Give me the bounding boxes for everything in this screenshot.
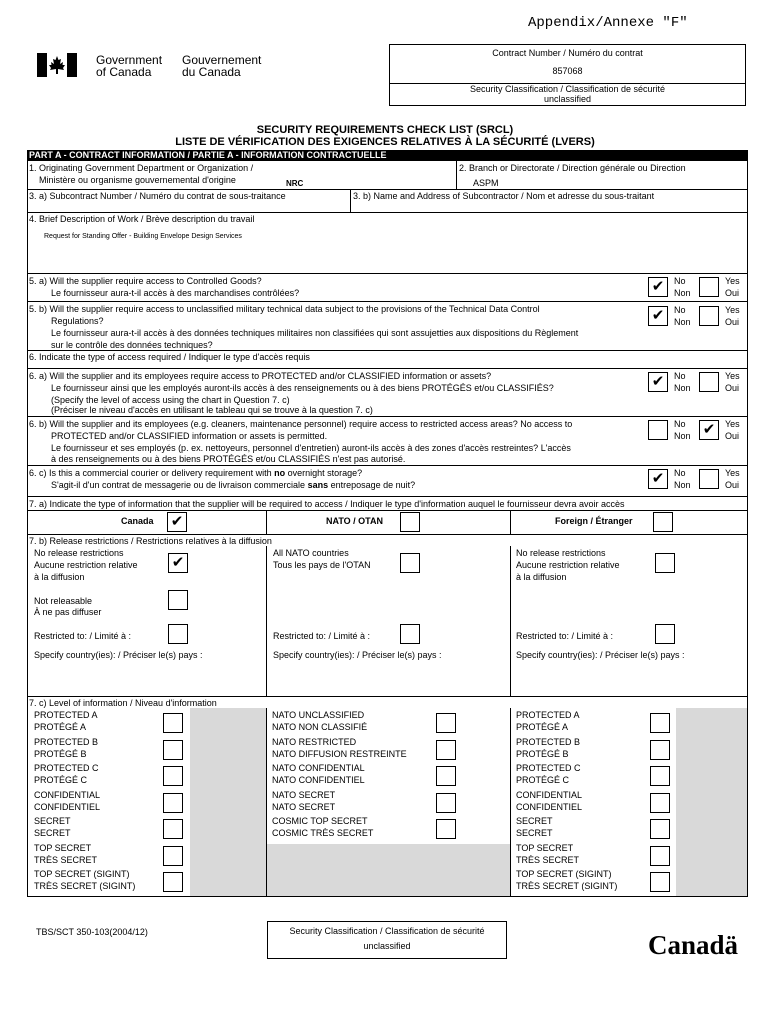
canada-level-checkbox[interactable] bbox=[163, 793, 183, 813]
canada-specify-label: Specify country(ies): / Préciser le(s) pays : bbox=[34, 650, 203, 660]
canada-level-label-fr: SECRET bbox=[34, 828, 71, 838]
q6-label: 6. Indicate the type of access required / Indiquer le type d'accès requis bbox=[29, 352, 310, 362]
canada-level-label-en: TOP SECRET bbox=[34, 842, 92, 853]
q7a-label: 7. a) Indicate the type of information that the supplier will be required to access / Indiquer le type d'information auquel le fournisseur devra avoir accès bbox=[29, 499, 625, 509]
canada-level-label-en: PROTECTED C bbox=[34, 763, 99, 773]
q6b-line4: à des renseignements ou à des biens PROTÉGÉS et/ou CLASSIFIÉS n'est pas autorisé. bbox=[51, 454, 406, 464]
foreign-no-release-1: No release restrictions bbox=[516, 548, 606, 558]
foreign-level-checkbox[interactable] bbox=[650, 793, 670, 813]
q6a-yes-checkbox[interactable] bbox=[699, 372, 719, 392]
nato-level-checkbox[interactable] bbox=[436, 819, 456, 839]
canada-shaded-area bbox=[190, 708, 266, 896]
canada-level-label-fr: PROTÉGÉ C bbox=[34, 775, 88, 785]
nato-restricted-label: Restricted to: / Limité à : bbox=[273, 631, 371, 641]
q6b-line2: PROTECTED and/or CLASSIFIED information or assets is permitted. bbox=[51, 431, 328, 441]
canada-level-label-fr: TRÈS SECRET (SIGINT) bbox=[34, 881, 136, 891]
foreign-level-label-fr: PROTÉGÉ B bbox=[516, 748, 569, 759]
foreign-shaded-area bbox=[676, 708, 747, 896]
q2-label: 2. Branch or Directorate / Direction générale ou Direction bbox=[459, 163, 686, 173]
canada-no-release-3: à la diffusion bbox=[34, 572, 85, 582]
form-number: TBS/SCT 350-103(2004/12) bbox=[36, 927, 148, 937]
canada-level-checkbox[interactable] bbox=[163, 846, 183, 866]
q6c-non-label: Non bbox=[674, 480, 691, 490]
foreign-level-label-fr: PROTÉGÉ C bbox=[516, 775, 570, 785]
canada-level-label-fr: TRÈS SECRET bbox=[34, 854, 98, 865]
nato-level-checkbox[interactable] bbox=[436, 766, 456, 786]
foreign-level-checkbox[interactable] bbox=[650, 872, 670, 892]
q7a-foreign-checkbox[interactable] bbox=[653, 512, 673, 532]
q6a-yes-label: Yes bbox=[725, 371, 740, 381]
q4-value[interactable]: Request for Standing Offer - Building Envelope Design Services bbox=[44, 233, 242, 240]
foreign-level-label-en: SECRET bbox=[516, 816, 553, 826]
nato-level-checkbox[interactable] bbox=[436, 713, 456, 733]
q5a-non-label: Non bbox=[674, 288, 691, 298]
q6a-line2: Le fournisseur ainsi que les employés auront-ils accès à des renseignements ou à des biens PROTÉGÉS et/ou CLASSIFIÉS? bbox=[51, 383, 554, 393]
foreign-level-label-en: TOP SECRET (SIGINT) bbox=[516, 869, 612, 879]
security-classification-label: Security Classification / Classification de sécurité bbox=[469, 84, 666, 94]
foreign-specify-label: Specify country(ies): / Préciser le(s) pays : bbox=[516, 650, 685, 660]
q5b-no-label: No bbox=[674, 305, 686, 315]
q7b-label: 7. b) Release restrictions / Restrictions relatives à la diffusion bbox=[29, 536, 272, 546]
q6a-oui-label: Oui bbox=[725, 383, 740, 393]
nato-specify-label: Specify country(ies): / Préciser le(s) pays : bbox=[273, 650, 442, 660]
q5b-yes-label: Yes bbox=[725, 305, 740, 315]
canada-not-releasable-checkbox[interactable] bbox=[168, 590, 188, 610]
nato-level-label-fr: NATO NON CLASSIFIÉ bbox=[272, 722, 368, 732]
canada-not-releasable-1: Not releasable bbox=[34, 596, 93, 606]
q6b-oui-label: Oui bbox=[725, 431, 740, 441]
q6c-line1: 6. c) Is this a commercial courier or delivery requirement with no overnight storage? bbox=[29, 468, 363, 478]
nato-all-countries-2: Tous les pays de l'OTAN bbox=[273, 560, 371, 570]
foreign-level-label-fr: SECRET bbox=[516, 828, 553, 838]
q7a-canada-label: Canada bbox=[121, 516, 154, 526]
q4-label: 4. Brief Description of Work / Brève description du travail bbox=[29, 214, 255, 224]
part-a-title: PART A - CONTRACT INFORMATION / PARTIE A - INFORMATION CONTRACTUELLE bbox=[29, 150, 387, 160]
nato-level-label-fr: NATO SECRET bbox=[272, 801, 336, 812]
canada-level-label-en: CONFIDENTIAL bbox=[34, 789, 101, 800]
nato-restricted-checkbox[interactable] bbox=[400, 624, 420, 644]
gov-fr-line2: du Canada bbox=[182, 65, 241, 79]
q6a-non-label: Non bbox=[674, 383, 691, 393]
q5a-line1: 5. a) Will the supplier require access to Controlled Goods? bbox=[29, 276, 262, 286]
foreign-level-label-en: PROTECTED B bbox=[516, 736, 581, 747]
gov-en-line2: of Canada bbox=[96, 65, 152, 79]
q6c-no-label: No bbox=[674, 468, 686, 478]
canada-level-checkbox[interactable] bbox=[163, 819, 183, 839]
nato-level-checkbox[interactable] bbox=[436, 793, 456, 813]
q5a-no-checkbox[interactable]: ✔ bbox=[648, 277, 668, 297]
q1-value[interactable]: NRC bbox=[286, 179, 304, 188]
contract-number-label: Contract Number / Numéro du contrat bbox=[492, 48, 643, 58]
q5b-line1: 5. b) Will the supplier require access to unclassified military technical data subject to the provisions of the Technical Data Control bbox=[29, 304, 540, 314]
q6b-no-label: No bbox=[674, 419, 686, 429]
nato-level-label-fr: COSMIC TRÈS SECRET bbox=[272, 828, 374, 838]
nato-level-label-en: COSMIC TOP SECRET bbox=[272, 816, 368, 826]
nato-shaded-area bbox=[266, 844, 510, 896]
foreign-level-label-fr: PROTÉGÉ A bbox=[516, 722, 569, 732]
q6b-non-label: Non bbox=[674, 431, 691, 441]
q6a-line4: (Préciser le niveau d'accès en utilisant le tableau qui se trouve à la question 7. c) bbox=[51, 405, 373, 415]
canada-level-checkbox[interactable] bbox=[163, 872, 183, 892]
foreign-level-label-fr: CONFIDENTIEL bbox=[516, 801, 583, 812]
canada-no-release-checkbox[interactable]: ✔ bbox=[168, 553, 188, 573]
foreign-level-label-en: TOP SECRET bbox=[516, 842, 574, 853]
canada-level-label-fr: CONFIDENTIEL bbox=[34, 801, 101, 812]
canada-level-label-en: TOP SECRET (SIGINT) bbox=[34, 869, 130, 879]
q1-label: 1. Originating Government Department or Organization / bbox=[29, 163, 254, 173]
appendix-label: Appendix/Annexe "F" bbox=[528, 15, 688, 31]
q6c-no-checkbox[interactable]: ✔ bbox=[648, 469, 668, 489]
canada-flag-icon bbox=[37, 53, 77, 77]
footer-security-label: Security Classification / Classification de sécurité bbox=[289, 926, 485, 936]
q6c-line2: S'agit-il d'un contrat de messagerie ou de livraison commerciale sans entreposage de nuit? bbox=[51, 480, 416, 490]
foreign-level-checkbox[interactable] bbox=[650, 713, 670, 733]
q5b-no-checkbox[interactable]: ✔ bbox=[648, 306, 668, 326]
q6c-yes-checkbox[interactable] bbox=[699, 469, 719, 489]
q5b-oui-label: Oui bbox=[725, 317, 740, 327]
foreign-no-release-checkbox[interactable] bbox=[655, 553, 675, 573]
canada-restricted-checkbox[interactable] bbox=[168, 624, 188, 644]
form-title-fr: LISTE DE VÉRIFICATION DES EXIGENCES RELATIVES À LA SÉCURITÉ (LVERS) bbox=[175, 136, 595, 148]
foreign-level-checkbox[interactable] bbox=[650, 740, 670, 760]
canada-level-label-fr: PROTÉGÉ A bbox=[34, 722, 87, 732]
q5a-no-label: No bbox=[674, 276, 686, 286]
foreign-level-checkbox[interactable] bbox=[650, 819, 670, 839]
foreign-no-release-2: Aucune restriction relative bbox=[516, 560, 620, 570]
canada-level-checkbox[interactable] bbox=[163, 766, 183, 786]
contract-number-value: 857068 bbox=[552, 66, 583, 76]
q7a-foreign-label: Foreign / Étranger bbox=[555, 516, 633, 526]
nato-level-checkbox[interactable] bbox=[436, 740, 456, 760]
canada-level-checkbox[interactable] bbox=[163, 713, 183, 733]
foreign-restricted-label: Restricted to: / Limité à : bbox=[516, 631, 614, 641]
q7a-nato-label: NATO / OTAN bbox=[326, 516, 383, 526]
canada-level-checkbox[interactable] bbox=[163, 740, 183, 760]
security-classification-value: unclassified bbox=[543, 94, 592, 104]
canada-no-release-2: Aucune restriction relative bbox=[34, 560, 138, 570]
q7a-nato-checkbox[interactable] bbox=[400, 512, 420, 532]
q5b-yes-checkbox[interactable] bbox=[699, 306, 719, 326]
canada-level-label-en: PROTECTED A bbox=[34, 710, 98, 720]
nato-level-label-en: NATO CONFIDENTIAL bbox=[272, 763, 365, 773]
q5b-line2: Regulations? bbox=[51, 316, 104, 326]
canada-no-release-1: No release restrictions bbox=[34, 548, 124, 558]
q6a-line3: (Specify the level of access using the chart in Question 7. c) bbox=[51, 395, 290, 405]
q7a-canada-checkbox[interactable]: ✔ bbox=[167, 512, 187, 532]
q5b-line4: sur le contrôle des données techniques? bbox=[51, 340, 213, 350]
canada-wordmark: Canadä bbox=[648, 930, 739, 960]
foreign-no-release-3: à la diffusion bbox=[516, 572, 567, 582]
q6b-yes-label: Yes bbox=[725, 419, 740, 429]
q6a-line1: 6. a) Will the supplier and its employees require access to PROTECTED and/or CLASSIFIED information or assets? bbox=[29, 371, 492, 381]
q1-label-fr: Ministère ou organisme gouvernemental d'origine bbox=[39, 175, 236, 185]
q6a-no-label: No bbox=[674, 371, 686, 381]
q6b-yes-checkbox[interactable]: ✔ bbox=[699, 420, 719, 440]
nato-level-label-en: NATO RESTRICTED bbox=[272, 736, 357, 747]
q5a-yes-label: Yes bbox=[725, 276, 740, 286]
nato-level-label-fr: NATO DIFFUSION RESTREINTE bbox=[272, 748, 407, 759]
foreign-level-label-en: PROTECTED C bbox=[516, 763, 581, 773]
q5b-line3: Le fournisseur aura-t-il accès à des données techniques militaires non classifiées qui sont assujetties aux dispositions du Règlement bbox=[51, 328, 579, 338]
foreign-level-label-fr: TRÈS SECRET (SIGINT) bbox=[516, 881, 618, 891]
q5a-yes-checkbox[interactable] bbox=[699, 277, 719, 297]
nato-level-label-en: NATO UNCLASSIFIED bbox=[272, 710, 365, 720]
gov-en-line1: Government bbox=[96, 53, 163, 67]
q5b-non-label: Non bbox=[674, 317, 691, 327]
foreign-restricted-checkbox[interactable] bbox=[655, 624, 675, 644]
canada-restricted-label: Restricted to: / Limité à : bbox=[34, 631, 132, 641]
foreign-level-label-en: CONFIDENTIAL bbox=[516, 789, 583, 800]
q5a-line2: Le fournisseur aura-t-il accès à des marchandises contrôlées? bbox=[51, 288, 300, 298]
q6a-no-checkbox[interactable]: ✔ bbox=[648, 372, 668, 392]
q7c-label: 7. c) Level of information / Niveau d'information bbox=[29, 698, 217, 708]
q2-value[interactable]: ASPM bbox=[473, 178, 499, 188]
nato-level-label-en: NATO SECRET bbox=[272, 789, 336, 800]
q6c-yes-label: Yes bbox=[725, 468, 740, 478]
q5a-oui-label: Oui bbox=[725, 288, 740, 298]
q6b-no-checkbox[interactable] bbox=[648, 420, 668, 440]
nato-all-countries-1: All NATO countries bbox=[273, 548, 349, 558]
q6b-line3: Le fournisseur et ses employés (p. ex. nettoyeurs, personnel d'entretien) auront-ils accès à des zones d'accès restreintes? L'accès bbox=[51, 443, 571, 453]
form-title-en: SECURITY REQUIREMENTS CHECK LIST (SRCL) bbox=[256, 124, 514, 136]
canada-level-label-en: SECRET bbox=[34, 816, 71, 826]
foreign-level-checkbox[interactable] bbox=[650, 766, 670, 786]
canada-level-label-fr: PROTÉGÉ B bbox=[34, 748, 87, 759]
foreign-level-checkbox[interactable] bbox=[650, 846, 670, 866]
q6b-line1: 6. b) Will the supplier and its employees (e.g. cleaners, maintenance personnel) require access to restricted access areas? No access to bbox=[29, 419, 573, 429]
canada-not-releasable-2: À ne pas diffuser bbox=[34, 607, 102, 617]
q3a-label: 3. a) Subcontract Number / Numéro du contrat de sous-traitance bbox=[29, 191, 286, 201]
q3b-label: 3. b) Name and Address of Subcontractor / Nom et adresse du sous-traitant bbox=[353, 191, 655, 201]
foreign-level-label-fr: TRÈS SECRET bbox=[516, 854, 580, 865]
canada-level-label-en: PROTECTED B bbox=[34, 736, 99, 747]
footer-security-value: unclassified bbox=[363, 941, 411, 951]
nato-all-countries-checkbox[interactable] bbox=[400, 553, 420, 573]
q6c-oui-label: Oui bbox=[725, 480, 740, 490]
foreign-level-label-en: PROTECTED A bbox=[516, 710, 580, 720]
gov-fr-line1: Gouvernement bbox=[182, 53, 262, 67]
nato-level-label-fr: NATO CONFIDENTIEL bbox=[272, 775, 365, 785]
